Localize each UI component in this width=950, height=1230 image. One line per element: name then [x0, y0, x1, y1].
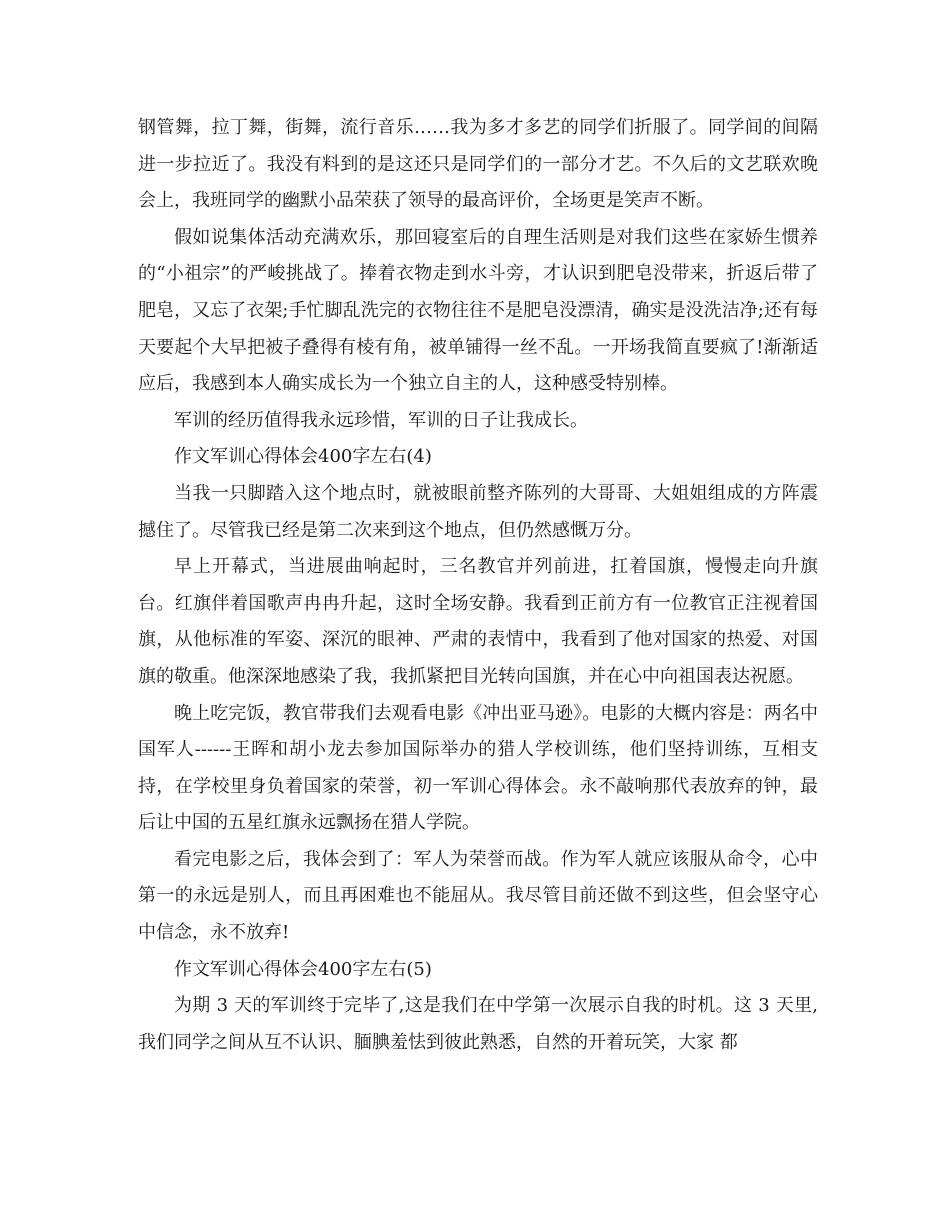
paragraph-conclusion: 军训的经历值得我永远珍惜，军训的日子让我成长。	[174, 409, 588, 431]
paragraph-reflection: 看完电影之后，我体会到了：军人为荣誉而战。作为军人就应该服从命令，心中第一的永远是别人，而且再困难也不能屈从。我尽管目前还做不到这些，但会坚守心中信念，永不放弃!	[138, 848, 818, 944]
paragraph-talents: 钢管舞，拉丁舞，街舞，流行音乐……我为多才多艺的同学们折服了。同学间的间隔进一步拉近了。我没有料到的是这还只是同学们的一部分才艺。不久后的文艺联欢晚会上，我班同学的幽默小品荣获了领导的最高评价，全场更是笑声不断。	[138, 117, 818, 212]
paragraph-dorm-life: 假如说集体活动充满欢乐，那回寝室后的自理生活则是对我们这些在家娇生惯养的“小祖宗”的严峻挑战了。捧着衣物走到水斗旁，才认识到肥皂没带来，折返后带了肥皂，又忘了衣架;手忙脚乱洗完的衣物往往不是肥皂没漂清，确实是没洗洁净;还有每天要起个大早把被子叠得有棱有角，被单铺得一丝不乱。一开场我简直要疯了!渐渐适应后，我感到本人确实成长为一个独立自主的人，这种感受特别棒。	[138, 226, 818, 395]
section-heading-4: 作文军训心得体会400字左右(4)	[174, 446, 432, 468]
paragraph-three-days: 为期 3 天的军训终于完毕了,这是我们在中学第一次展示自我的时机。这 3 天里,我们同学之间从互不认识、腼腆羞怯到彼此熟悉，自然的开着玩笑，大家 都	[138, 995, 818, 1053]
paragraph-arrival: 当我一只脚踏入这个地点时，就被眼前整齐陈列的大哥哥、大姐姐组成的方阵震撼住了。尽管我已经是第二次来到这个地点，但仍然感慨万分。	[138, 482, 818, 541]
paragraph-flag-raising: 早上开幕式，当进展曲响起时，三名教官并列前进，扛着国旗，慢慢走向升旗台。红旗伴着国歌声冉冉升起，这时全场安静。我看到正前方有一位教官正注视着国旗，从他标准的军姿、深沉的眼神、严肃的表情中，我看到了他对国家的热爱、对国旗的敬重。他深深地感染了我，我抓紧把目光转向国旗，并在心中向祖国表达祝愿。	[138, 556, 818, 687]
section-heading-5: 作文军训心得体会400字左右(5)	[174, 958, 432, 980]
paragraph-movie: 晚上吃完饭，教官带我们去观看电影《冲出亚马逊》。电影的大概内容是：两名中国军人------王晖和胡小龙去参加国际举办的猎人学校训练，他们坚持训练，互相支持，在学校里身负着国家的荣誉，初一军训心得体会。永不敲响那代表放弃的钟，最后让中国的五星红旗永远飘扬在猎人学院。	[138, 702, 818, 834]
document-body	[138, 110, 818, 1061]
